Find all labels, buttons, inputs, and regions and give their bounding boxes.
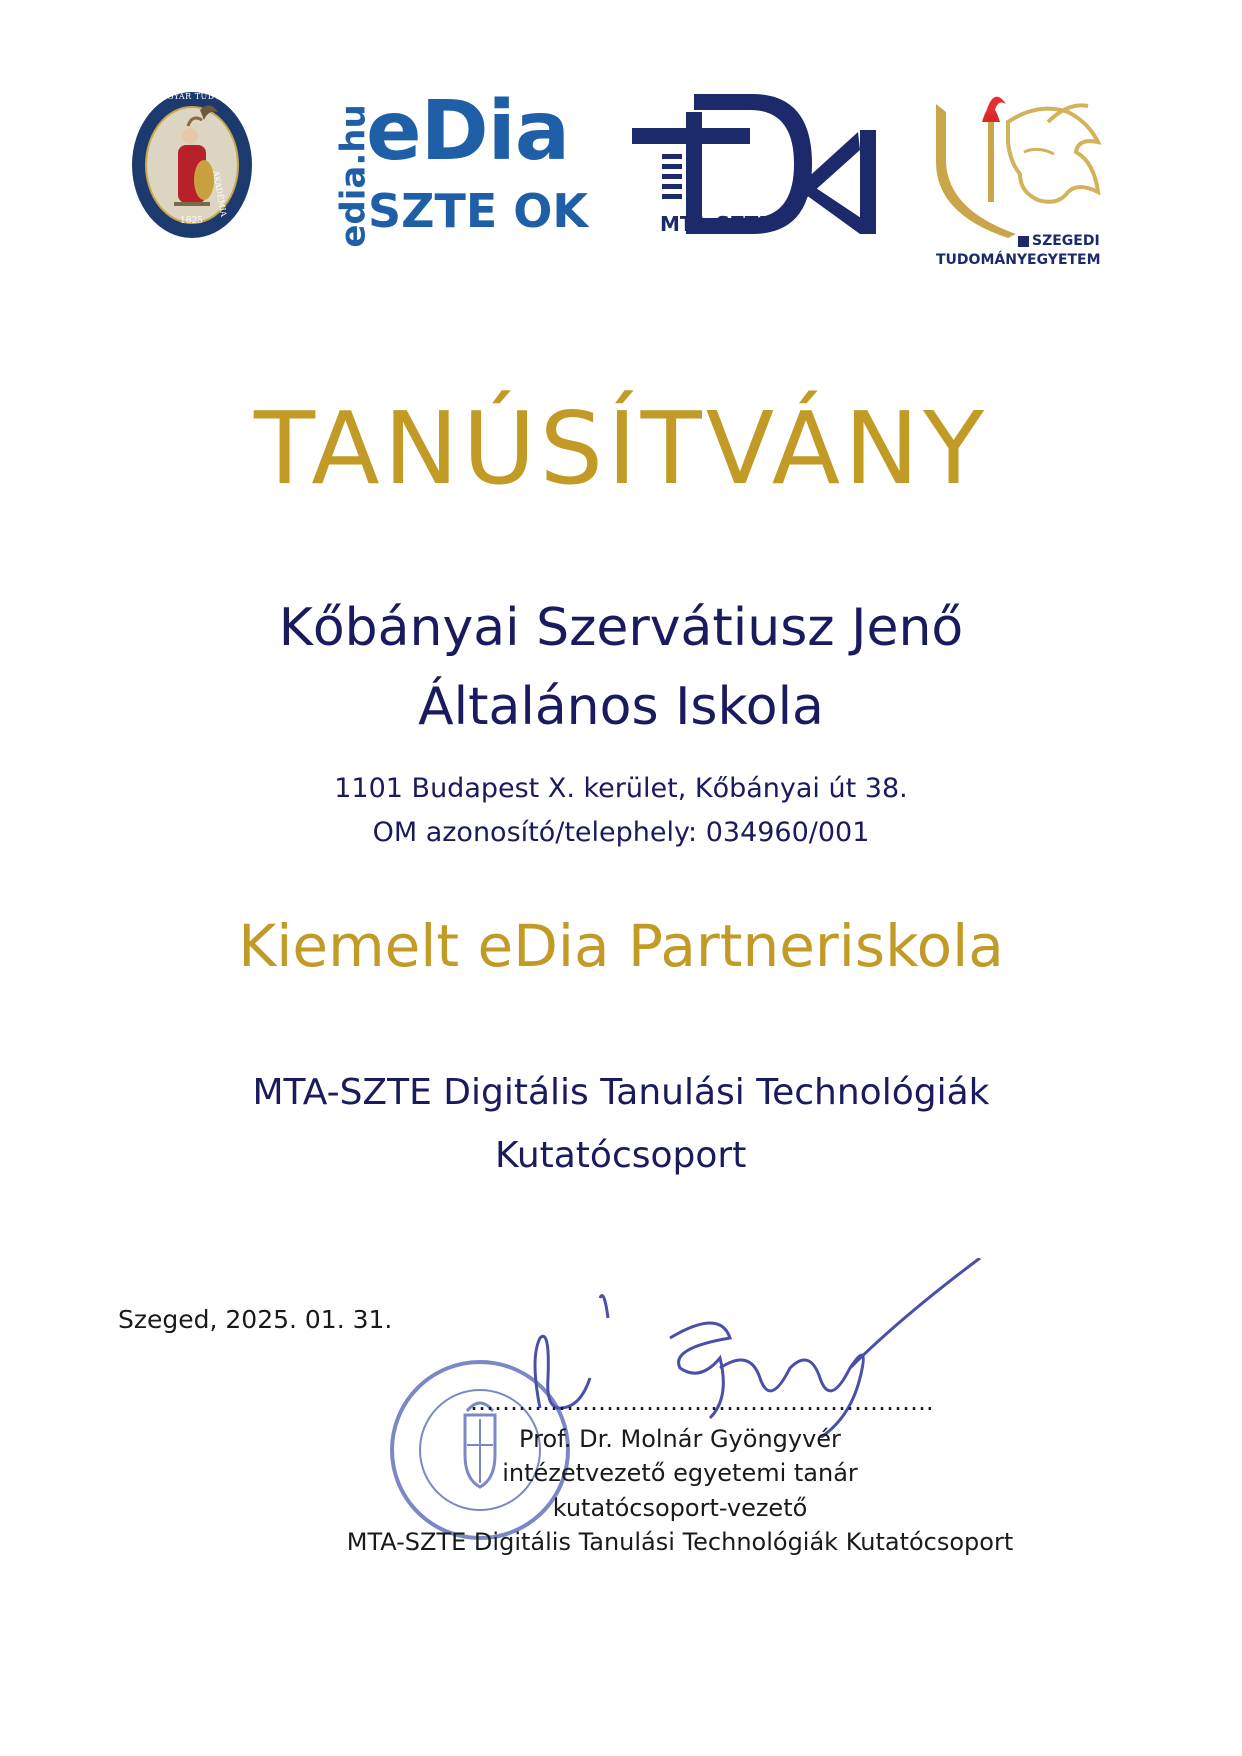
mta-logo (130, 90, 264, 240)
school-address: 1101 Budapest X. kerület, Kőbányai út 38. (334, 773, 908, 804)
edia-logo (310, 84, 590, 248)
szte-logo-line1: SZEGEDI (1032, 233, 1100, 249)
school-om-id: OM azonosító/telephely: 034960/001 (372, 817, 870, 848)
mta-logo-top-text: MAGYAR TUDOMÁNYOS (152, 92, 264, 101)
research-group-line1: MTA-SZTE Digitális Tanulási Technológiák (252, 1072, 990, 1113)
edia-logo-vertical-text: edia.hu (333, 104, 374, 248)
signer-role-1: intézetvezető egyetemi tanár (502, 1459, 858, 1487)
signer-name: Prof. Dr. Molnár Gyöngyvér (519, 1425, 841, 1453)
mta-logo-year: 1825 (180, 216, 203, 226)
school-name-line2: Általános Iskola (418, 677, 824, 737)
signature-line: …………………………………………………. (470, 1388, 934, 1416)
edia-logo-sub-text: SZTE OK (368, 184, 589, 238)
signer-role-2: kutatócsoport-vezető (552, 1494, 808, 1522)
award-title: Kiemelt eDia Partneriskola (238, 912, 1004, 980)
edia-logo-main-text: eDia (366, 84, 570, 179)
signer-organization: MTA-SZTE Digitális Tanulási Technológiák Kutatócsoport (346, 1528, 1014, 1556)
place-date: Szeged, 2025. 01. 31. (118, 1305, 393, 1334)
mta-logo-bottom-text: AKADÉMIA (211, 170, 229, 218)
mta-szte-logo-label: MTA-SZTE (660, 212, 772, 236)
research-group-line2: Kutatócsoport (495, 1135, 747, 1176)
szte-logo-line2: TUDOMÁNYEGYETEM (936, 252, 1101, 268)
school-name-line1: Kőbányai Szervátiusz Jenő (278, 598, 964, 658)
mta-szte-logo (632, 92, 880, 240)
szte-logo (928, 82, 1108, 268)
certificate-title: TANÚSÍTVÁNY (253, 390, 989, 507)
szte-logo-square (1018, 236, 1029, 247)
